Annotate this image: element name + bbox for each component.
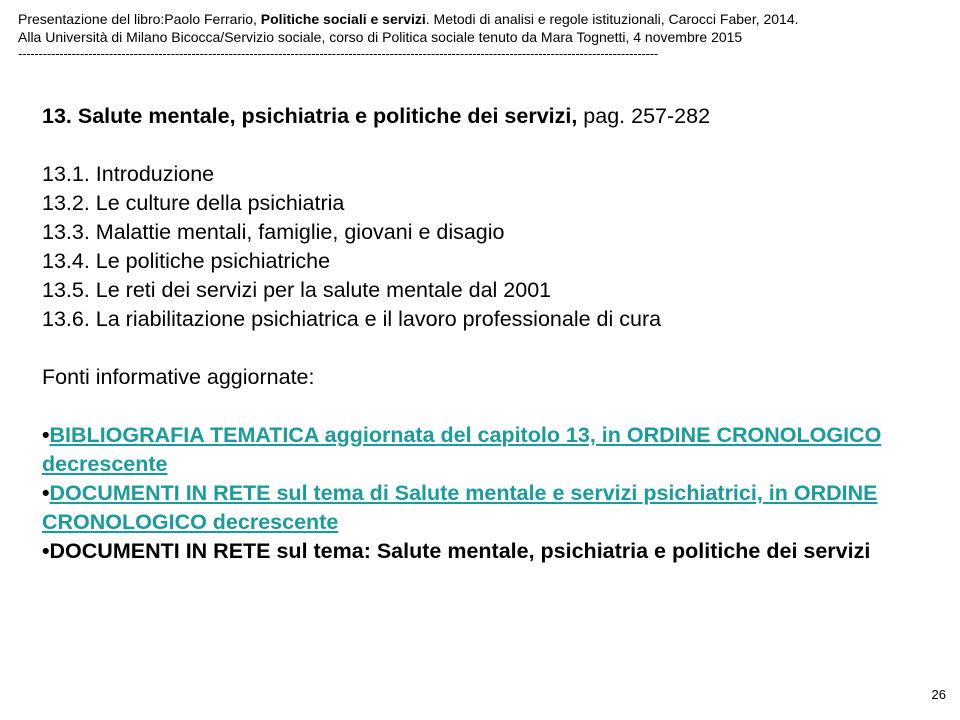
bullet-icon: • — [42, 539, 50, 563]
bullet-icon: • — [42, 423, 50, 447]
bibliography-link[interactable]: BIBLIOGRAFIA TEMATICA aggiornata del capitolo 13, in ORDINE CRONOLOGICO decrescente — [42, 423, 882, 476]
source-item-online-docs-topic — [42, 537, 922, 566]
chapter-pages: pag. 257-282 — [577, 104, 711, 128]
toc-item: 13.6. La riabilitazione psichiatrica e il lavoro professionale di cura — [42, 307, 662, 331]
chapter-title — [42, 102, 922, 131]
toc-item: 13.1. Introduzione — [42, 162, 215, 186]
toc-item: 13.2. Le culture della psichiatria — [42, 191, 345, 215]
table-of-contents — [42, 160, 922, 334]
header-line-1 — [18, 10, 948, 28]
chapter-title-text: 13. Salute mentale, psichiatria e politiche dei servizi, — [42, 104, 578, 128]
slide-header — [18, 10, 948, 62]
online-docs-topic-text: DOCUMENTI IN RETE sul tema: Salute mentale, psichiatria e politiche dei servizi — [49, 539, 871, 563]
source-item-online-docs — [42, 479, 922, 537]
header-prefix: Presentazione del libro:Paolo Ferrario, — [18, 11, 261, 27]
sources-heading: Fonti informative aggiornate: — [42, 365, 315, 389]
header-line-2: Alla Università di Milano Bicocca/Servizio sociale, corso di Politica sociale tenuto da Mara Tognetti, 4 novembre 2015 — [18, 29, 743, 45]
toc-item: 13.3. Malattie mentali, famiglie, giovani e disagio — [42, 220, 505, 244]
sources-list — [42, 421, 922, 566]
spacer — [42, 392, 922, 421]
source-item-bibliography — [42, 421, 922, 479]
online-docs-link[interactable]: DOCUMENTI IN RETE sul tema di Salute mentale e servizi psichiatrici, in ORDINE CRONOLOGICO decrescente — [42, 481, 878, 534]
book-title: Politiche sociali e servizi — [260, 11, 426, 27]
page-number: 26 — [931, 687, 946, 702]
toc-item: 13.5. Le reti dei servizi per la salute mentale dal 2001 — [42, 278, 552, 302]
bullet-icon: • — [42, 481, 50, 505]
header-separator: ----------------------------------------------------------------------------------------------------------------------------------------------------------- — [18, 46, 659, 61]
spacer — [42, 131, 922, 160]
slide-content — [42, 102, 922, 566]
spacer — [42, 334, 922, 363]
header-suffix: . Metodi di analisi e regole istituzionali, Carocci Faber, 2014. — [425, 11, 799, 27]
toc-item: 13.4. Le politiche psichiatriche — [42, 249, 331, 273]
